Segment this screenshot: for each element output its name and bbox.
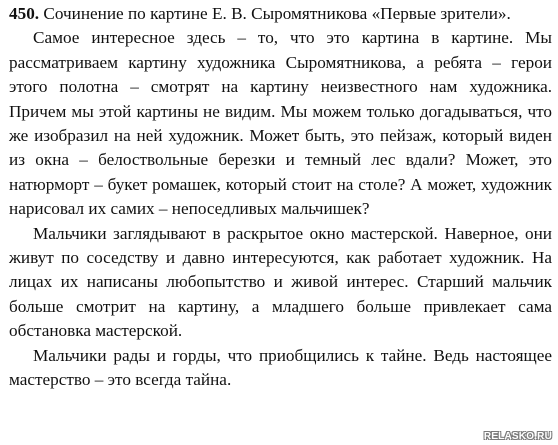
exercise-heading [9, 2, 552, 26]
paragraph-1: Самое интересное здесь – то, что это картина в картине. Мы рассматриваем картину художника Сыромятникова, а ребята – герои этого полотна – смотрят на картину неизвестного нам художника. Причем мы этой картины не видим. Мы можем только догадываться, что же изобразил на ней художник. Может быть, это пейзаж, который виден из окна – белоствольные березки и темный лес вдали? Может, это натюрморт – букет ромашек, который стоит на столе? А может, художник нарисовал их самих – непоседливых мальчишек? [9, 28, 552, 219]
paragraph-3: Мальчики рады и горды, что приобщились к тайне. Ведь настоящее мастерство – это всегда тайна. [9, 345, 552, 390]
site-watermark: RELASKO.RU [483, 431, 552, 442]
exercise-title: Сочинение по картине Е. В. Сыромятникова «Первые зрители». [43, 4, 511, 23]
exercise-number: 450. [9, 4, 40, 23]
paragraph-2: Мальчики заглядывают в раскрытое окно мастерской. Наверное, они живут по соседству и давно интересуются, как работает художник. На лицах их написаны любопытство и живой интерес. Старший мальчик больше смотрит на картину, а младшего больше привлекает сама обстановка мастерской. [9, 223, 552, 341]
